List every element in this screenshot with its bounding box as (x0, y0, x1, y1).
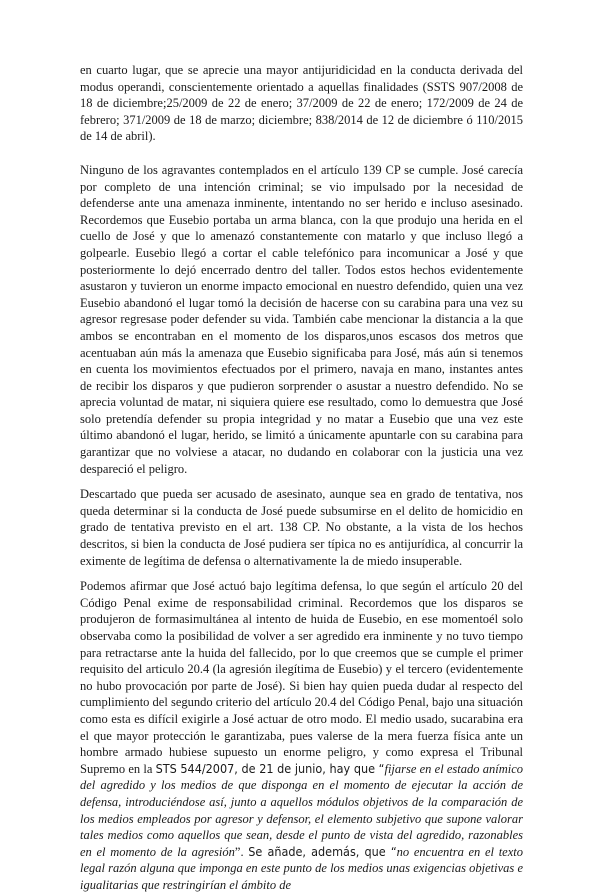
adds-clause: Se añade, además, que “ (248, 843, 397, 859)
quote-2: no encuentra en el texto legal razón alguna que imponga en este punto de los medios unas exigencias objetivas e igualitarias que restringirían el ámbito de (80, 844, 523, 892)
document-page (80, 62, 523, 894)
quote-1-end: ”. (234, 844, 244, 859)
paragraph-3: Descartado que pueda ser acusado de asesinato, aunque sea en grado de tentativa, nos queda determinar si la conducta de José puede subsumirse en el delito de homicidio en grado de tentativa previsto en el art. 138 CP. No obstante, a la vista de los hechos descritos, si bien la conducta de José pudiera ser típica no es antijurídica, al concurrir la eximente de legítima de defensa o alternativamente la de miedo insuperable. (80, 487, 523, 568)
quote-1: fijarse en el estado anímico del agredido y los medios de que disponga en el momento de ejecutar la acción de defensa, introduciéndose así, junto a aquellos módulos objetivos de la comparación de los medios empleados por agresor y defensor, el elemento subjetivo que supone valorar tales medios como aquellos que sean, desde el punto de vista del agredido, razonables en el momento de la agresión (80, 761, 523, 859)
paragraph-1: en cuarto lugar, que se aprecie una mayor antijuridicidad en la conducta derivada del modus operandi, conscientemente orientado a aquellas finalidades (SSTS 907/2008 de 18 de diciembre;25/2009 de 22 de enero; 37/2009 de 22 de enero; 172/2009 de 24 de febrero; 371/2009 de 18 de marzo; diciembre; 838/2014 de 12 de diciembre ó 110/2015 de 14 de abril). (80, 63, 523, 144)
paragraph-2: Ninguno de los agravantes contemplados en el artículo 139 CP se cumple. José carecía por completo de una intención criminal; se vio impulsado por la necesidad de defenderse ante una amenaza inminente, intentando no ser herido e incluso asesinado. Recordemos que Eusebio portaba un arma blanca, con la que produjo una herida en el cuello de José y que lo amenazó constantemente con matarlo y que incluso llegó a golpearle. Eusebio llegó a cortar el cable telefónico para incomunicar a José y que posteriormente lo dejó encerrado dentro del taller. Todos estos hechos evidentemente asustaron y tuvieron un enorme impacto emocional en nuestro defendido, quien una vez Eusebio abandonó el lugar tomó la decisión de hacerse con su carabina para una vez su agresor regresase poder defender su vida. También cabe mencionar la distancia a la que ambos se encontraban en el momento de los disparos,unos escasos dos metros que acentuaban aún más la amenaza que Eusebio significaba para José, más aún si tenemos en cuenta los movimientos efectuados por el primero, navaja en mano, instantes antes de recibir los disparos y que pudieron sorprender o asustar a nuestro defendido. No se aprecia voluntad de matar, ni siquiera quiere ese resultado, como lo demuestra que José solo pretendía defender su propia integridad y no matar a Eusebio que una vez este último abandonó el lugar, herido, se limitó a únicamente apuntarle con su carabina para garantizar que no volviese a atacar, no dudando en colaborar con la justicia una vez despareció el peligro. (80, 162, 523, 476)
sts-reference: STS 544/2007, de 21 de junio, hay que “ (155, 760, 385, 776)
paragraph-4-text: Podemos afirmar que José actuó bajo legítima defensa, lo que según el artículo 20 del Código Penal exime de responsabilidad criminal. Recordemos que los disparos se produjeron de formasimultánea al intento de huida de Eusebio, en ese momentoél solo observaba como la posibilidad de volver a ser agredido era inminente y no tuvo tiempo para retractarse ante la huida del fallecido, por lo que creemos que se cumple el primer requisito del articulo 20.4 (la agresión ilegítima de Eusebio) y el tercero (evidentemente no hubo provocación por parte de José). Si bien hay quien pueda dudar al respecto del cumplimiento del segundo criterio del artículo 20.4 del Código Penal, bajo una situación como esta es difícil exigirle a José actuar de otro modo. El medio usado, sucarabina era el que mayor protección le garantizaba, pues valerse de la mera fuerza física ante un hombre armado hubiese supuesto un enorme peligro, y como expresa el Tribunal Supremo en la (80, 579, 523, 776)
paragraph-4 (80, 578, 523, 893)
